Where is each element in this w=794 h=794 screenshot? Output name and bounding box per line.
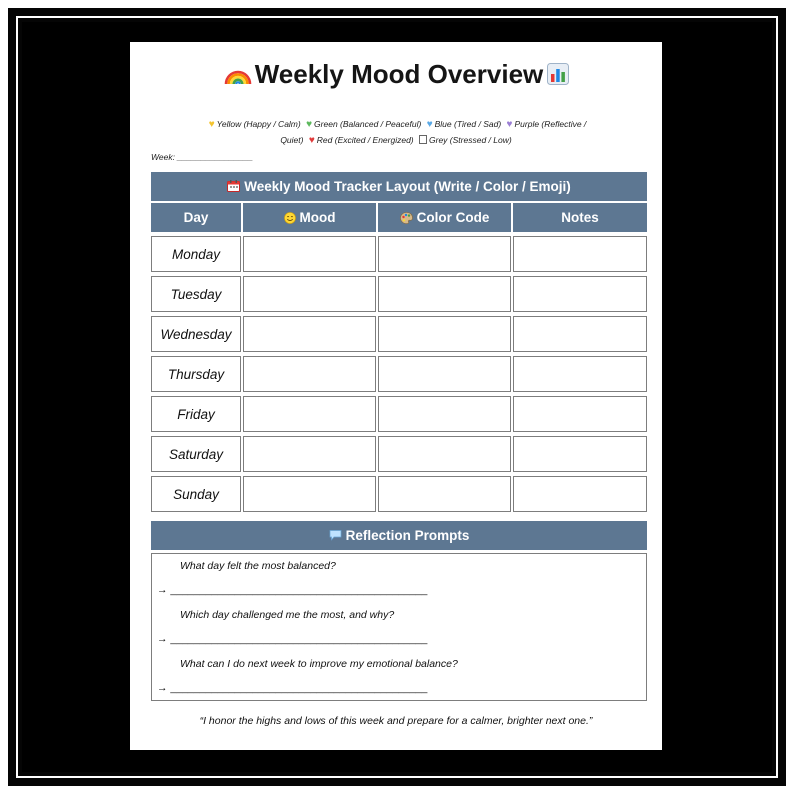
mood-cell-monday[interactable]: [243, 236, 376, 272]
red-heart-icon: ♥: [308, 135, 315, 146]
notes-cell-thursday[interactable]: [513, 356, 647, 392]
legend-yellow: Yellow (Happy / Calm): [216, 119, 301, 129]
header-notes: [513, 203, 647, 232]
day-sunday: Sunday: [151, 476, 241, 512]
legend-line-2: [170, 132, 622, 148]
notes-cell-saturday[interactable]: [513, 436, 647, 472]
day-monday: Monday: [151, 236, 241, 272]
mood-cell-tuesday[interactable]: [243, 276, 376, 312]
legend-red: Red (Excited / Energized): [316, 135, 414, 145]
legend-green: Green (Balanced / Peaceful): [314, 119, 422, 129]
notes-cell-monday[interactable]: [513, 236, 647, 272]
day-saturday: Saturday: [151, 436, 241, 472]
day-thursday: Thursday: [151, 356, 241, 392]
prompt-answer-line-2[interactable]: → ____________________________________________: [157, 633, 428, 645]
color-cell-saturday[interactable]: [378, 436, 511, 472]
header-mood-label: Mood: [299, 210, 336, 225]
color-cell-sunday[interactable]: [378, 476, 511, 512]
prompt-question-1: What day felt the most balanced?: [180, 560, 336, 572]
legend-grey: Grey (Stressed / Low): [429, 135, 512, 145]
header-color-code-label: Color Code: [416, 210, 490, 225]
prompt-answer-line-3[interactable]: → ____________________________________________: [157, 682, 428, 694]
tracker-heading-text: Weekly Mood Tracker Layout (Write / Color / Emoji): [244, 179, 571, 194]
mood-cell-sunday[interactable]: [243, 476, 376, 512]
legend-line-1: [170, 116, 622, 132]
rainbow-icon: [223, 63, 253, 85]
legend-purple: Purple (Reflective /: [514, 119, 587, 129]
legend-blue: Blue (Tired / Sad): [434, 119, 502, 129]
header-mood: [243, 203, 376, 232]
prompt-question-2: Which day challenged me the most, and why?: [180, 609, 395, 621]
mood-cell-wednesday[interactable]: [243, 316, 376, 352]
notes-cell-sunday[interactable]: [513, 476, 647, 512]
closing-quote: “I honor the highs and lows of this week and prepare for a calmer, brighter next one.”: [199, 715, 593, 727]
color-cell-wednesday[interactable]: [378, 316, 511, 352]
palette-icon: [400, 212, 413, 224]
reflection-heading-text: Reflection Prompts: [345, 528, 470, 543]
mood-cell-friday[interactable]: [243, 396, 376, 432]
reflection-heading: [151, 521, 647, 550]
week-field[interactable]: Week: ________________: [151, 152, 253, 162]
notes-cell-friday[interactable]: [513, 396, 647, 432]
color-cell-tuesday[interactable]: [378, 276, 511, 312]
blue-heart-icon: ♥: [426, 119, 433, 130]
notes-cell-tuesday[interactable]: [513, 276, 647, 312]
speech-bubble-icon: [329, 529, 342, 541]
reflection-prompts-box: [151, 553, 647, 701]
page-title: [130, 59, 662, 90]
color-cell-monday[interactable]: [378, 236, 511, 272]
mood-cell-thursday[interactable]: [243, 356, 376, 392]
day-tuesday: Tuesday: [151, 276, 241, 312]
color-cell-thursday[interactable]: [378, 356, 511, 392]
grey-square-icon: [419, 135, 427, 144]
color-legend: [170, 116, 622, 148]
yellow-heart-icon: ♥: [208, 119, 215, 130]
legend-purple-cont: Quiet): [280, 135, 304, 145]
green-heart-icon: ♥: [306, 119, 313, 130]
mood-tracker-table: [151, 203, 647, 512]
title-text: Weekly Mood Overview: [254, 59, 544, 89]
bar-chart-icon: [547, 63, 569, 85]
calendar-icon: [227, 180, 240, 192]
day-wednesday: Wednesday: [151, 316, 241, 352]
tracker-heading: [151, 172, 647, 201]
header-color-code: [378, 203, 511, 232]
header-day: [151, 203, 241, 232]
header-notes-label: Notes: [561, 210, 599, 225]
mood-cell-saturday[interactable]: [243, 436, 376, 472]
header-day-label: Day: [183, 210, 209, 225]
purple-heart-icon: ♥: [506, 119, 513, 130]
day-friday: Friday: [151, 396, 241, 432]
smile-icon: [284, 212, 296, 224]
prompt-answer-line-1[interactable]: → ____________________________________________: [157, 584, 428, 596]
prompt-question-3: What can I do next week to improve my emotional balance?: [180, 658, 458, 670]
notes-cell-wednesday[interactable]: [513, 316, 647, 352]
worksheet-page: [130, 42, 662, 750]
color-cell-friday[interactable]: [378, 396, 511, 432]
